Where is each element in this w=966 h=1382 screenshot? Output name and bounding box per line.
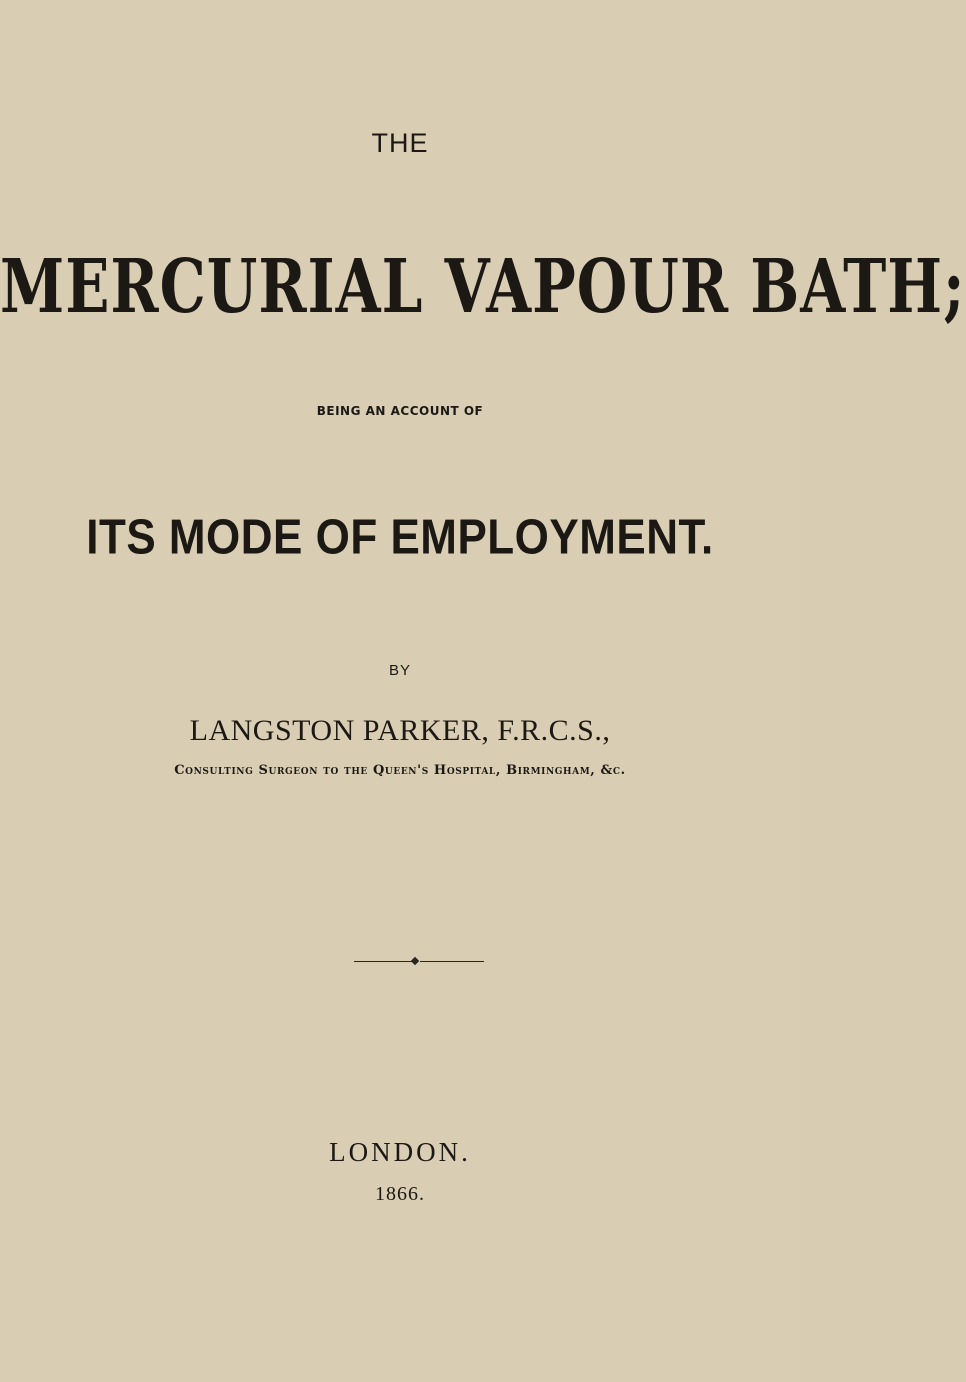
author-name: LANGSTON PARKER, F.R.C.S., bbox=[189, 714, 611, 747]
subtitle: ITS MODE OF EMPLOYMENT. bbox=[86, 510, 714, 565]
heading-the: THE bbox=[371, 128, 429, 158]
divider-rule-left bbox=[354, 961, 412, 962]
author-position: Consulting Surgeon to the Queen's Hospital, Birmingham, &c. bbox=[174, 763, 626, 778]
subtitle-intro: BEING AN ACCOUNT OF bbox=[316, 404, 484, 418]
publication-year: 1866. bbox=[375, 1183, 425, 1205]
diamond-icon bbox=[411, 957, 419, 965]
divider-rule-right bbox=[420, 961, 484, 962]
publication-city: LONDON. bbox=[329, 1137, 471, 1167]
byline-label: BY bbox=[388, 662, 411, 679]
ornamental-divider bbox=[354, 956, 484, 968]
book-title: MERCURIAL VAPOUR BATH; bbox=[0, 243, 966, 331]
